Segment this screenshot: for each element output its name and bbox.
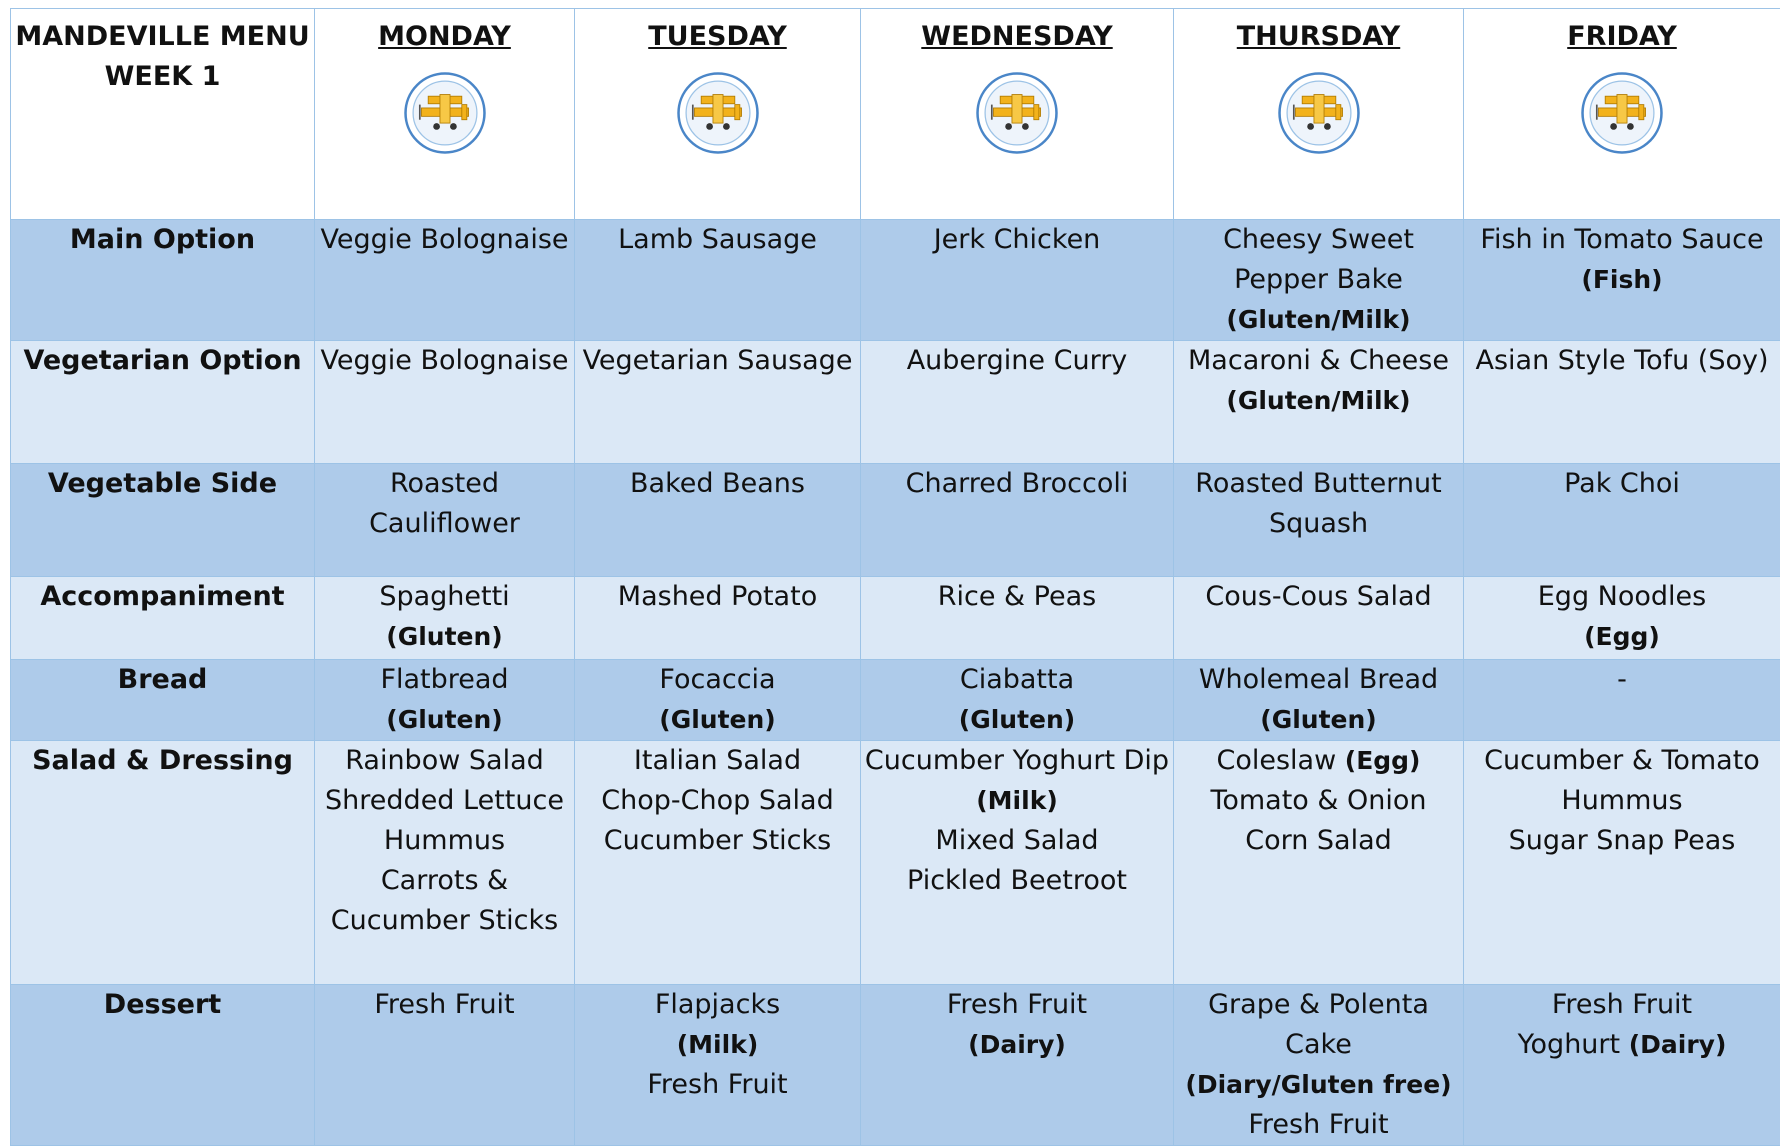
cell-wednesday-salad — [861, 741, 1174, 985]
dessert-row — [11, 985, 1780, 1146]
cell-thursday-acc — [1174, 577, 1464, 660]
dish: Fresh Fruit — [861, 985, 1173, 1025]
dish: Flatbread — [315, 660, 574, 700]
day-header-tuesday — [575, 9, 861, 220]
allergen-note: (Gluten) — [575, 700, 860, 740]
dish-with-allergen — [1174, 741, 1463, 781]
dish: Fresh Fruit — [1174, 1105, 1463, 1145]
dish: Veggie Bolognaise — [315, 341, 574, 381]
allergen-note: (Gluten) — [1174, 700, 1463, 740]
allergen-note: (Gluten) — [315, 700, 574, 740]
dish: Cous-Cous Salad — [1174, 577, 1463, 617]
school-logo-icon — [975, 71, 1059, 155]
day-label: MONDAY — [315, 17, 574, 57]
dish: Cake — [1174, 1025, 1463, 1065]
dish: Cauliflower — [315, 504, 574, 544]
dish: Asian Style Tofu (Soy) — [1464, 341, 1780, 381]
dish: Aubergine Curry — [861, 341, 1173, 381]
school-logo-icon — [1580, 71, 1664, 155]
cell-monday-main — [315, 220, 575, 341]
allergen-note: (Diary/Gluten free) — [1174, 1065, 1463, 1105]
cell-tuesday-salad — [575, 741, 861, 985]
dish: Fresh Fruit — [315, 985, 574, 1025]
dish: Cucumber Sticks — [315, 901, 574, 941]
accompaniment-row — [11, 577, 1780, 660]
cell-tuesday-veg — [575, 341, 861, 464]
allergen-note: (Gluten/Milk) — [1174, 381, 1463, 421]
dish: Spaghetti — [315, 577, 574, 617]
dish: Flapjacks — [575, 985, 860, 1025]
dish: Tomato & Onion — [1174, 781, 1463, 821]
cell-wednesday-side — [861, 464, 1174, 577]
cell-monday-acc — [315, 577, 575, 660]
day-label: WEDNESDAY — [861, 17, 1173, 57]
allergen-note: (Gluten) — [315, 617, 574, 657]
dish: Roasted — [315, 464, 574, 504]
dish: Grape & Polenta — [1174, 985, 1463, 1025]
row-label-vegetable-side: Vegetable Side — [11, 464, 315, 577]
dish: Italian Salad — [575, 741, 860, 781]
dish: Squash — [1174, 504, 1463, 544]
school-logo-icon — [1277, 71, 1361, 155]
dish: Focaccia — [575, 660, 860, 700]
cell-tuesday-acc — [575, 577, 861, 660]
cell-friday-dessert — [1464, 985, 1780, 1146]
dish: Cucumber Sticks — [575, 821, 860, 861]
allergen-note: (Milk) — [861, 781, 1173, 821]
dish: Pepper Bake — [1174, 260, 1463, 300]
dish: Veggie Bolognaise — [315, 220, 574, 260]
cell-thursday-salad — [1174, 741, 1464, 985]
vegetarian-option-row — [11, 341, 1780, 464]
cell-monday-salad — [315, 741, 575, 985]
day-label: THURSDAY — [1174, 17, 1463, 57]
dish: Carrots & — [315, 861, 574, 901]
dish: Mashed Potato — [575, 577, 860, 617]
dish-with-allergen — [1464, 1025, 1780, 1065]
dish: Wholemeal Bread — [1174, 660, 1463, 700]
dish: Chop-Chop Salad — [575, 781, 860, 821]
school-logo-icon — [403, 71, 487, 155]
cell-thursday-side — [1174, 464, 1464, 577]
allergen-note: (Milk) — [575, 1025, 860, 1065]
dish: Roasted Butternut — [1174, 464, 1463, 504]
vegetable-side-row — [11, 464, 1780, 577]
day-label: TUESDAY — [575, 17, 860, 57]
cell-friday-veg — [1464, 341, 1780, 464]
dish: Fish in Tomato Sauce — [1464, 220, 1780, 260]
dish: Cucumber Yoghurt Dip — [861, 741, 1173, 781]
cell-monday-veg — [315, 341, 575, 464]
row-label-accompaniment: Accompaniment — [11, 577, 315, 660]
weekly-menu-table — [10, 8, 1780, 1146]
dish: Corn Salad — [1174, 821, 1463, 861]
day-header-thursday — [1174, 9, 1464, 220]
menu-title-cell — [11, 9, 315, 220]
allergen-note: (Egg) — [1345, 746, 1421, 775]
row-label-main-option: Main Option — [11, 220, 315, 341]
cell-thursday-veg — [1174, 341, 1464, 464]
day-header-monday — [315, 9, 575, 220]
dish: Cucumber & Tomato — [1464, 741, 1780, 781]
dish: Egg Noodles — [1464, 577, 1780, 617]
cell-monday-bread — [315, 660, 575, 741]
bread-row — [11, 660, 1780, 741]
cell-friday-acc — [1464, 577, 1780, 660]
dish: Fresh Fruit — [1464, 985, 1780, 1025]
cell-tuesday-bread — [575, 660, 861, 741]
cell-thursday-dessert — [1174, 985, 1464, 1146]
dish: Cheesy Sweet — [1174, 220, 1463, 260]
day-header-wednesday — [861, 9, 1174, 220]
allergen-note: (Gluten/Milk) — [1174, 300, 1463, 340]
day-label: FRIDAY — [1464, 17, 1780, 57]
allergen-note: (Dairy) — [861, 1025, 1173, 1065]
dish: Macaroni & Cheese — [1174, 341, 1463, 381]
cell-friday-bread — [1464, 660, 1780, 741]
cell-monday-dessert — [315, 985, 575, 1146]
cell-wednesday-main — [861, 220, 1174, 341]
allergen-note: (Egg) — [1464, 617, 1780, 657]
cell-tuesday-dessert — [575, 985, 861, 1146]
allergen-note: (Gluten) — [861, 700, 1173, 740]
dish: Hummus — [1464, 781, 1780, 821]
row-label-vegetarian-option: Vegetarian Option — [11, 341, 315, 464]
cell-tuesday-side — [575, 464, 861, 577]
cell-thursday-main — [1174, 220, 1464, 341]
salad-dressing-row — [11, 741, 1780, 985]
allergen-note: (Fish) — [1464, 260, 1780, 300]
dish: Rainbow Salad — [315, 741, 574, 781]
dish: Lamb Sausage — [575, 220, 860, 260]
dish: Sugar Snap Peas — [1464, 821, 1780, 861]
main-option-row — [11, 220, 1780, 341]
allergen-note: (Dairy) — [1629, 1030, 1727, 1059]
dish: Hummus — [315, 821, 574, 861]
row-label-dessert: Dessert — [11, 985, 315, 1146]
menu-title: MANDEVILLE MENU — [11, 17, 314, 57]
cell-wednesday-acc — [861, 577, 1174, 660]
cell-friday-side — [1464, 464, 1780, 577]
dish: Pak Choi — [1464, 464, 1780, 504]
dish: Charred Broccoli — [861, 464, 1173, 504]
dish: Pickled Beetroot — [861, 861, 1173, 901]
cell-tuesday-main — [575, 220, 861, 341]
cell-wednesday-dessert — [861, 985, 1174, 1146]
dish: Mixed Salad — [861, 821, 1173, 861]
school-logo-icon — [676, 71, 760, 155]
day-header-friday — [1464, 9, 1780, 220]
cell-wednesday-bread — [861, 660, 1174, 741]
row-label-salad-dressing: Salad & Dressing — [11, 741, 315, 985]
menu-week: WEEK 1 — [11, 57, 314, 97]
dish: - — [1464, 660, 1780, 700]
cell-monday-side — [315, 464, 575, 577]
dish: Shredded Lettuce — [315, 781, 574, 821]
cell-wednesday-veg — [861, 341, 1174, 464]
header-row — [11, 9, 1780, 220]
cell-thursday-bread — [1174, 660, 1464, 741]
cell-friday-salad — [1464, 741, 1780, 985]
cell-friday-main — [1464, 220, 1780, 341]
dish: Rice & Peas — [861, 577, 1173, 617]
dish: Coleslaw — [1216, 745, 1336, 776]
dish: Vegetarian Sausage — [575, 341, 860, 381]
row-label-bread: Bread — [11, 660, 315, 741]
dish: Fresh Fruit — [575, 1065, 860, 1105]
dish: Jerk Chicken — [861, 220, 1173, 260]
dish: Yoghurt — [1518, 1029, 1620, 1060]
dish: Ciabatta — [861, 660, 1173, 700]
dish: Baked Beans — [575, 464, 860, 504]
